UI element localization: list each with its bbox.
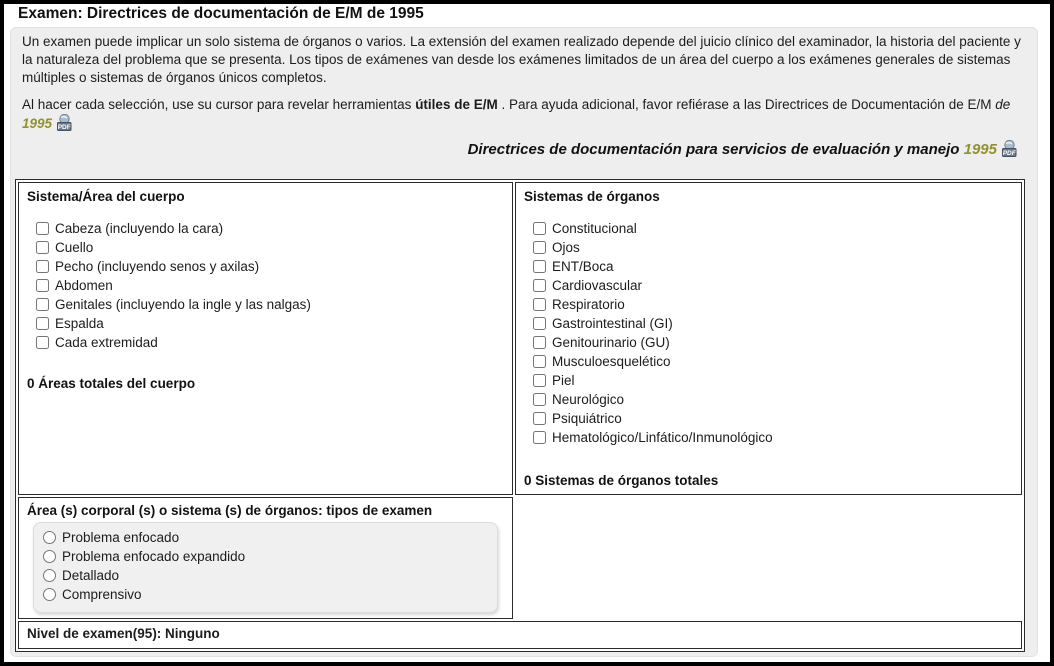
body-area-checkbox[interactable] [36,241,49,254]
checkbox-row[interactable] [36,276,504,295]
radio-label: Problema enfocado [62,530,180,545]
checkbox-row[interactable] [533,295,1013,314]
body-area-checkbox[interactable] [36,260,49,273]
exam-type-header: Área (s) corporal (s) o sistema (s) de órganos: tipos de examen [27,503,433,518]
checkbox-label: Neurológico [552,392,625,407]
exam-level-label: Nivel de examen(95): Ninguno [27,626,220,641]
body-area-checkbox[interactable] [36,317,49,330]
organ-checkbox[interactable] [533,298,546,311]
checkbox-row[interactable] [36,257,504,276]
checkbox-label: Musculoesquelético [552,354,671,369]
exam-type-radio[interactable] [43,531,56,544]
body-area-checkbox[interactable] [36,336,49,349]
exam-level-bar [18,621,1022,649]
checkbox-label: Cuello [55,240,94,255]
organ-checkbox[interactable] [533,431,546,444]
instruction-text-1: Al hacer cada selección, use su cursor para revelar herramientas [22,97,416,112]
headline-1995-link[interactable]: 1995 [963,141,997,158]
exam-type-radio[interactable] [43,550,56,563]
checkbox-label: Pecho (incluyendo senos y axilas) [55,259,260,274]
checkbox-row[interactable] [36,333,504,352]
organ-checkbox[interactable] [533,317,546,330]
checkbox-row[interactable] [36,238,504,257]
checkbox-row[interactable] [36,295,504,314]
intro-paragraph [22,33,1024,87]
checkbox-label: Ojos [552,240,580,255]
body-area-checkbox-list [36,219,504,352]
checkbox-label: Piel [552,373,575,388]
organ-checkbox[interactable] [533,374,546,387]
exam-type-radio[interactable] [43,569,56,582]
body-area-checkbox[interactable] [36,298,49,311]
guidelines-1995-link[interactable]: 1995 [22,116,53,131]
checkbox-label: Abdomen [55,278,113,293]
radio-label: Problema enfocado expandido [62,549,246,564]
radio-row[interactable] [43,585,497,604]
checkbox-label: Gastrointestinal (GI) [552,316,673,331]
instruction-text-de: de [995,97,1011,112]
radio-row[interactable] [43,547,497,566]
headline-text: Directrices de documentación para servicios de evaluación y manejo [467,141,964,158]
body-area-cell [18,182,513,495]
organ-checkbox[interactable] [533,260,546,273]
checkbox-label: Hematológico/Linfático/Inmunológico [552,430,773,445]
organ-systems-checkbox-list [533,219,1013,447]
body-area-checkbox[interactable] [36,279,49,292]
checkbox-label: ENT/Boca [552,259,614,274]
checkbox-row[interactable] [533,428,1013,447]
empty-cell [515,497,1022,619]
checkbox-row[interactable] [533,314,1013,333]
organ-checkbox[interactable] [533,336,546,349]
organ-systems-total: 0 Sistemas de órganos totales [524,473,719,488]
organ-checkbox[interactable] [533,393,546,406]
instruction-paragraph [22,96,1024,133]
intro-text: Un examen puede implicar un solo sistema de órganos o varios. La extensión del examen realizado depende del juicio clínico del examinador, la historia del paciente y la naturaleza del problema que se presenta. Los tipos de exámenes van desde los exámenes limitados de un área del cuerpo a los exámenes generales de sistemas múltiples o sistemas de órganos únicos completos. [22,34,1021,85]
pdf-icon[interactable] [1001,140,1017,157]
content-panel [10,27,1038,657]
radio-label: Detallado [62,568,120,583]
checkbox-row[interactable] [533,333,1013,352]
body-area-header: Sistema/Área del cuerpo [27,189,185,204]
checkbox-row[interactable] [533,238,1013,257]
organ-checkbox[interactable] [533,279,546,292]
body-area-checkbox[interactable] [36,222,49,235]
radio-row[interactable] [43,528,497,547]
checkbox-label: Cada extremidad [55,335,158,350]
checkbox-row[interactable] [533,257,1013,276]
checkbox-label: Cabeza (incluyendo la cara) [55,221,224,236]
checkbox-row[interactable] [533,276,1013,295]
organ-checkbox[interactable] [533,412,546,425]
pdf-icon-label: PDF [57,123,71,131]
exam-selection-table [15,179,1025,652]
instruction-text-bold: útiles de E/M [415,97,498,112]
checkbox-label: Respiratorio [552,297,625,312]
pdf-icon-label: PDF [1002,149,1016,157]
checkbox-row[interactable] [533,219,1013,238]
checkbox-row[interactable] [533,371,1013,390]
exam-type-radio-group [33,522,498,613]
checkbox-label: Psiquiátrico [552,411,622,426]
exam-type-radio[interactable] [43,588,56,601]
checkbox-row[interactable] [36,219,504,238]
organ-checkbox[interactable] [533,222,546,235]
checkbox-row[interactable] [533,409,1013,428]
checkbox-label: Constitucional [552,221,637,236]
radio-row[interactable] [43,566,497,585]
pdf-icon[interactable] [56,114,72,131]
body-area-total: 0 Áreas totales del cuerpo [27,376,196,391]
checkbox-label: Genitourinario (GU) [552,335,670,350]
checkbox-row[interactable] [533,352,1013,371]
guidelines-headline [11,140,1017,158]
page-title: Examen: Directrices de documentación de E/M de 1995 [18,5,424,22]
radio-label: Comprensivo [62,587,142,602]
organ-systems-cell [515,182,1022,495]
checkbox-row[interactable] [533,390,1013,409]
organ-systems-header: Sistemas de órganos [524,189,660,204]
checkbox-label: Genitales (incluyendo la ingle y las nalgas) [55,297,311,312]
checkbox-label: Cardiovascular [552,278,643,293]
organ-checkbox[interactable] [533,241,546,254]
checkbox-label: Espalda [55,316,104,331]
instruction-text-2: . Para ayuda adicional, favor refiérase a las Directrices de Documentación de E/M [497,97,996,112]
checkbox-row[interactable] [36,314,504,333]
organ-checkbox[interactable] [533,355,546,368]
exam-type-cell [18,497,513,619]
